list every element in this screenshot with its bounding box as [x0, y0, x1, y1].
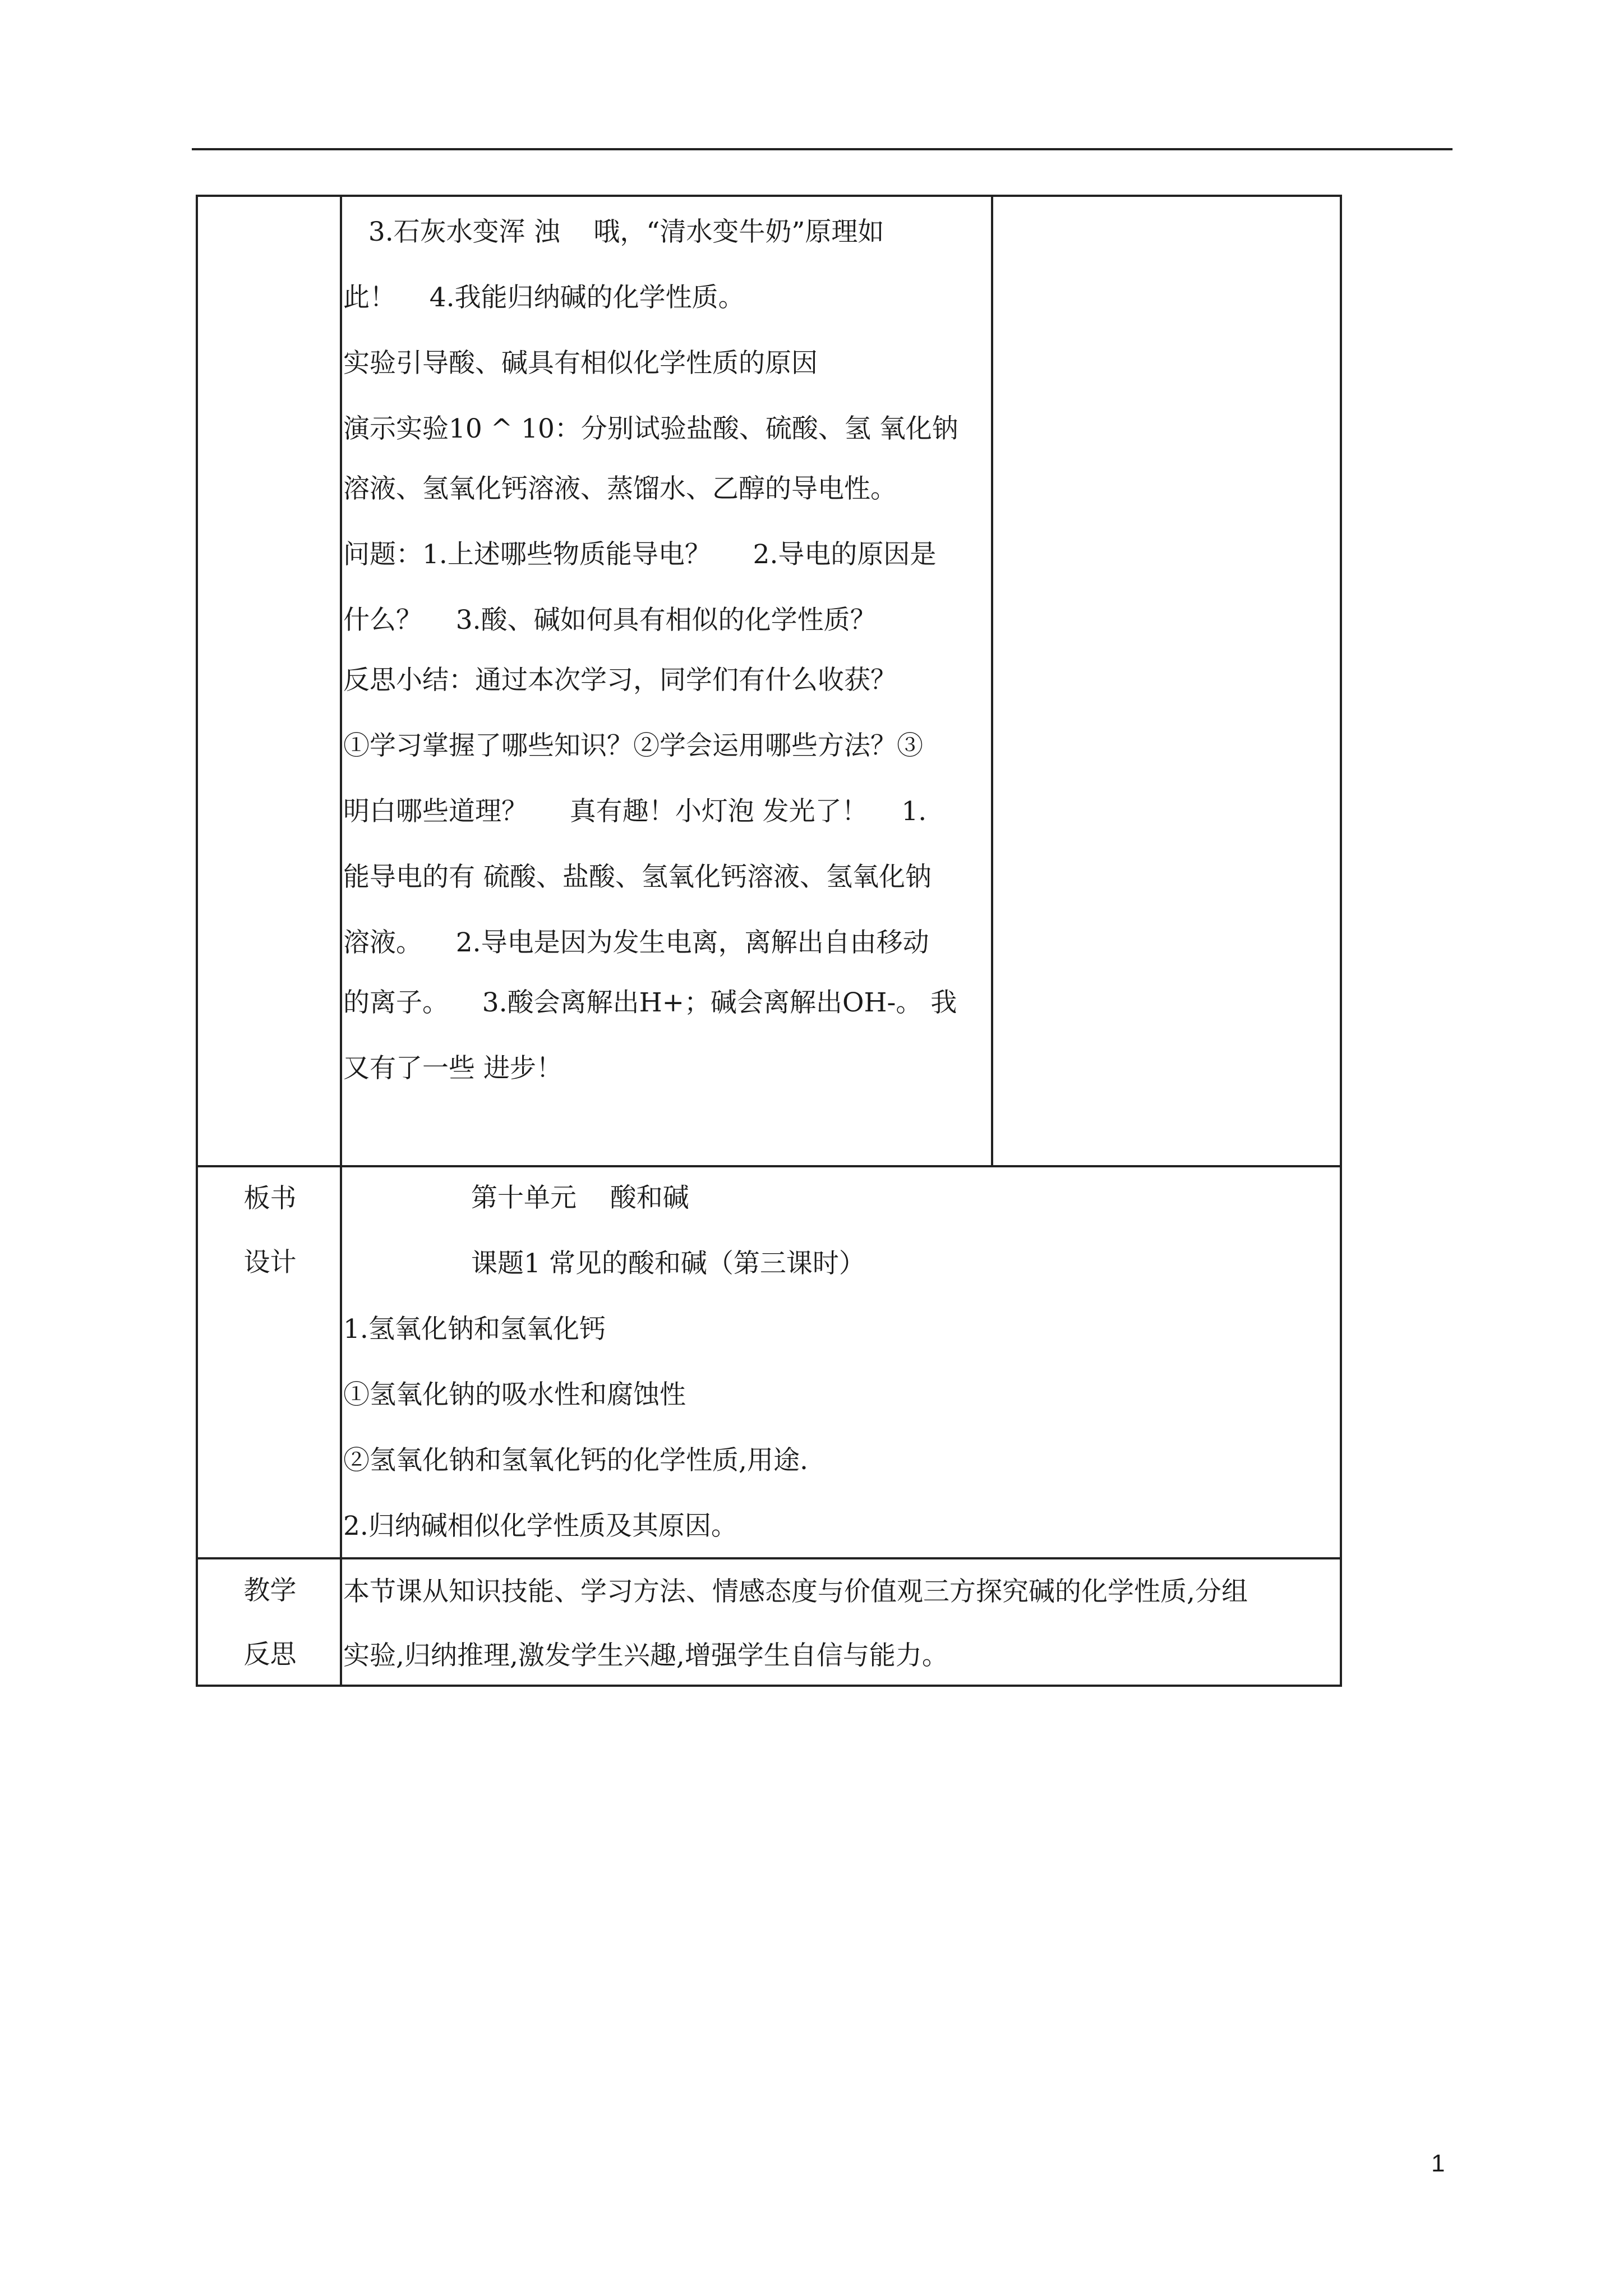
process-line: 3.石灰水变浑 浊 哦，“清水变牛奶”原理如 [343, 217, 884, 247]
teaching-reflection-label: 教学 [243, 1575, 297, 1606]
process-line: 实验引导酸、碱具有相似化学性质的原因 [343, 348, 818, 379]
reflection-line: 本节课从知识技能、学习方法、情感态度与价值观三方探究碱的化学性质,分组 [343, 1576, 1248, 1607]
process-line: 的离子。 3.酸会离解出H+；碱会离解出OH-。 我 [343, 987, 957, 1018]
process-line: 溶液、氢氧化钙溶液、蒸馏水、乙醇的导电性。 [343, 473, 897, 504]
process-line: 演示实验10 ^ 10：分别试验盐酸、硫酸、氢 氧化钠 [343, 413, 958, 444]
process-line: 明白哪些道理？ 真有趣！小灯泡 发光了！ 1. [343, 796, 927, 827]
board-item: ①氢氧化钠的吸水性和腐蚀性 [343, 1379, 686, 1410]
process-line: 能导电的有 硫酸、盐酸、氢氧化钙溶液、氢氧化钠 [343, 862, 932, 892]
row-divider-board [198, 1165, 1340, 1167]
process-line: ①学习掌握了哪些知识？②学会运用哪些方法？③ [343, 730, 923, 761]
process-line: 又有了一些 进步！ [343, 1053, 562, 1084]
board-design-label: 板书 [243, 1183, 297, 1214]
board-design-label: 设计 [243, 1247, 297, 1278]
teaching-reflection-label: 反思 [243, 1639, 297, 1670]
process-line: 溶液。 2.导电是因为发生电离，离解出自由移动 [343, 927, 929, 958]
notes-column-divider [991, 197, 993, 1166]
board-item: ②氢氧化钠和氢氧化钙的化学性质,用途. [343, 1445, 808, 1476]
board-title: 第十单元 酸和碱 [471, 1182, 689, 1213]
reflection-line: 实验,归纳推理,激发学生兴趣,增强学生自信与能力。 [343, 1640, 948, 1671]
process-line: 此！ 4.我能归纳碱的化学性质。 [343, 282, 745, 313]
board-item: 1.氢氧化钠和氢氧化钙 [343, 1314, 606, 1345]
process-line: 反思小结：通过本次学习，同学们有什么收获？ [343, 665, 897, 696]
header-rule [192, 148, 1453, 150]
board-subtitle: 课题1 常见的酸和碱（第三课时） [471, 1248, 865, 1279]
label-column-divider [340, 197, 342, 1685]
process-line: 问题：1.上述哪些物质能导电？ 2.导电的原因是 [343, 539, 937, 570]
page-number: 1 [1431, 2150, 1445, 2177]
board-item: 2.归纳碱相似化学性质及其原因。 [343, 1511, 737, 1542]
process-line: 什么？ 3.酸、碱如何具有相似的化学性质？ [343, 605, 877, 636]
